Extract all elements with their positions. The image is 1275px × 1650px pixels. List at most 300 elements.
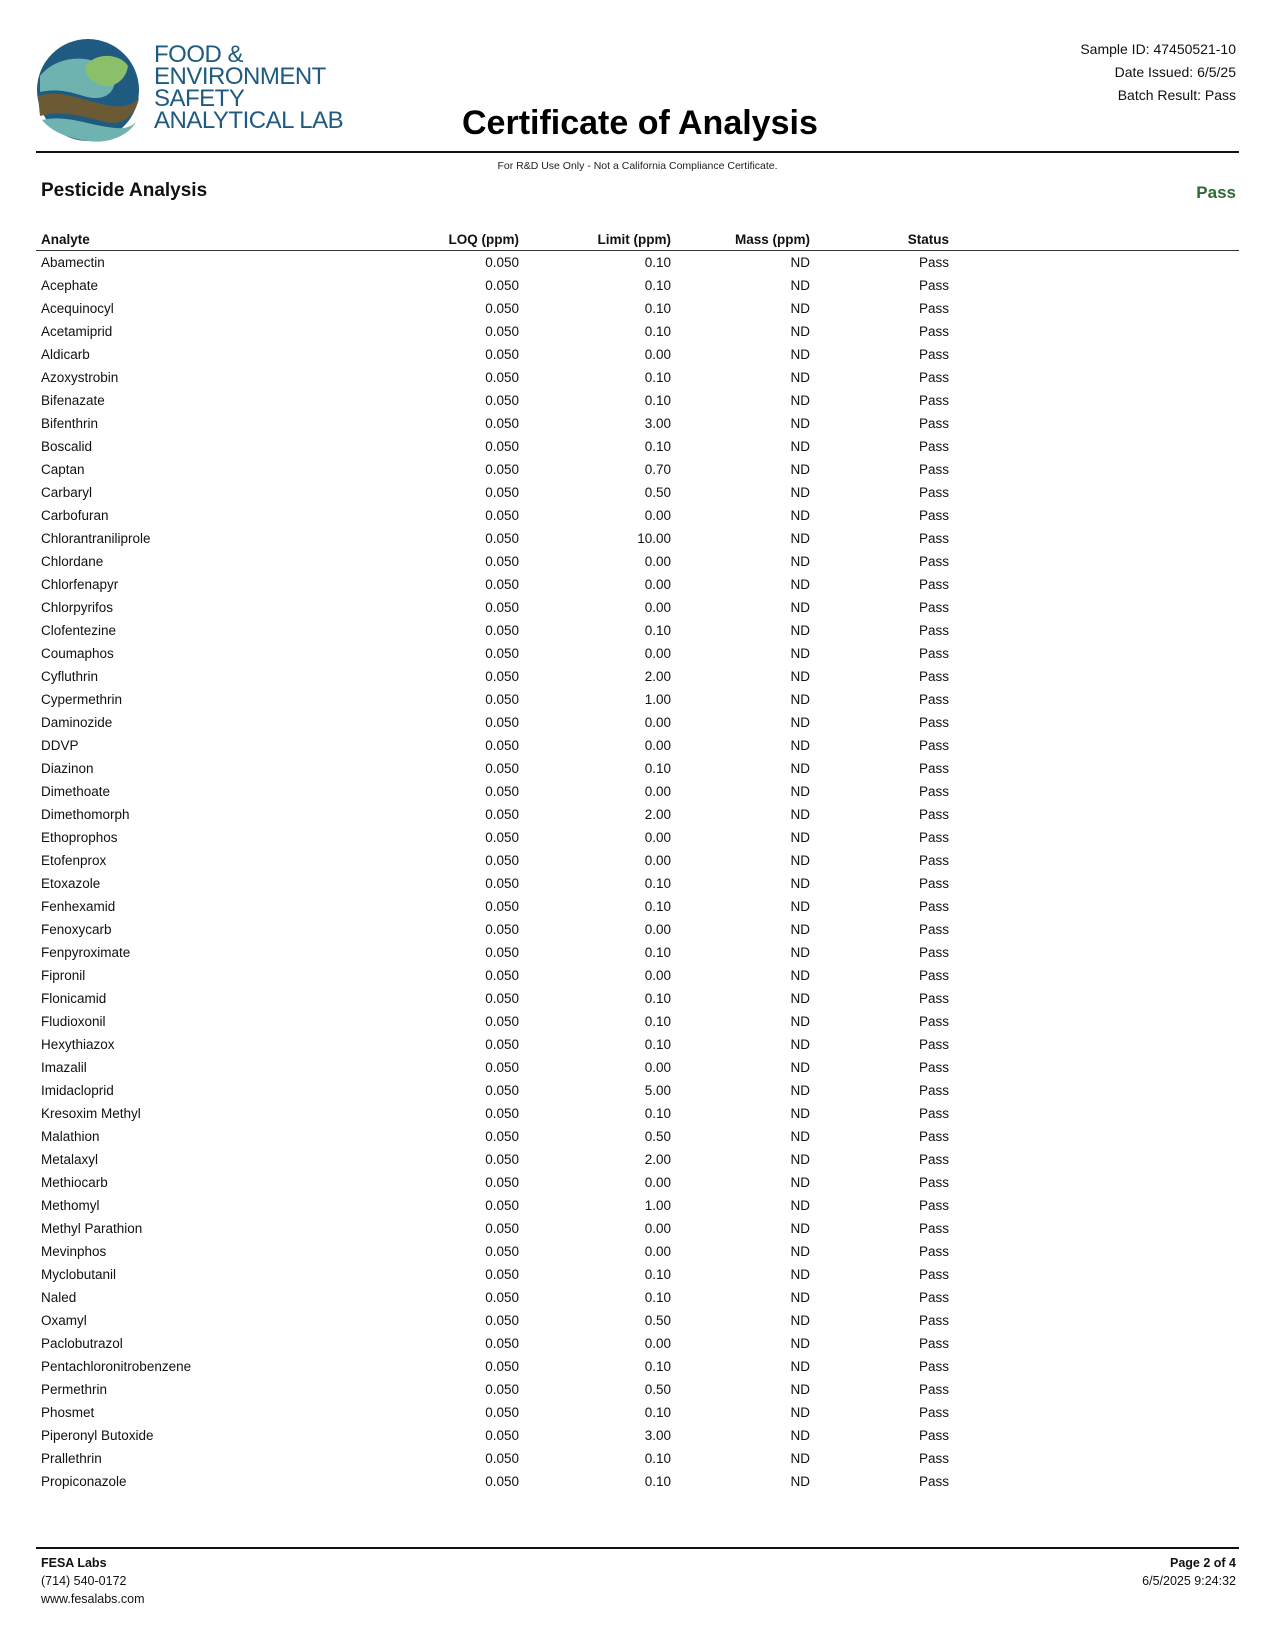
status-cell: Pass xyxy=(918,301,949,316)
status-cell: Pass xyxy=(918,1014,949,1029)
table-row xyxy=(0,1424,1275,1447)
loq-cell: 0.050 xyxy=(485,1106,519,1121)
table-row xyxy=(0,780,1275,803)
table-row xyxy=(0,573,1275,596)
loq-cell: 0.050 xyxy=(485,324,519,339)
loq-cell: 0.050 xyxy=(485,968,519,983)
limit-cell: 2.00 xyxy=(644,807,671,822)
table-row xyxy=(0,1125,1275,1148)
status-cell: Pass xyxy=(918,646,949,661)
analyte-cell: Piperonyl Butoxide xyxy=(41,1428,154,1443)
mass-cell: ND xyxy=(790,1014,810,1029)
batch-result: Batch Result: Pass xyxy=(1117,87,1236,103)
loq-cell: 0.050 xyxy=(485,922,519,937)
limit-cell: 0.10 xyxy=(644,255,671,270)
analyte-cell: Prallethrin xyxy=(41,1451,102,1466)
analyte-cell: Propiconazole xyxy=(41,1474,127,1489)
analyte-cell: Boscalid xyxy=(41,439,93,454)
loq-cell: 0.050 xyxy=(485,347,519,362)
limit-cell: 0.00 xyxy=(644,347,671,362)
analyte-cell: Mevinphos xyxy=(41,1244,107,1259)
pesticide-table xyxy=(0,251,1275,1493)
analyte-cell: Phosmet xyxy=(41,1405,95,1420)
loq-cell: 0.050 xyxy=(485,1290,519,1305)
limit-cell: 0.70 xyxy=(644,462,671,477)
analyte-cell: Etofenprox xyxy=(41,853,107,868)
limit-cell: 0.00 xyxy=(644,738,671,753)
mass-cell: ND xyxy=(790,738,810,753)
loq-cell: 0.050 xyxy=(485,255,519,270)
loq-cell: 0.050 xyxy=(485,807,519,822)
mass-cell: ND xyxy=(790,853,810,868)
status-cell: Pass xyxy=(918,692,949,707)
mass-cell: ND xyxy=(790,784,810,799)
mass-cell: ND xyxy=(790,945,810,960)
table-row xyxy=(0,1056,1275,1079)
mass-cell: ND xyxy=(790,1221,810,1236)
mass-cell: ND xyxy=(790,577,810,592)
limit-cell: 0.00 xyxy=(644,1060,671,1075)
column-header-status: Status xyxy=(907,232,949,247)
limit-cell: 0.10 xyxy=(644,301,671,316)
table-row xyxy=(0,1263,1275,1286)
analyte-cell: Imazalil xyxy=(41,1060,87,1075)
table-row xyxy=(0,1194,1275,1217)
loq-cell: 0.050 xyxy=(485,899,519,914)
mass-cell: ND xyxy=(790,761,810,776)
table-row xyxy=(0,803,1275,826)
loq-cell: 0.050 xyxy=(485,669,519,684)
analyte-cell: Myclobutanil xyxy=(41,1267,117,1282)
mass-cell: ND xyxy=(790,531,810,546)
mass-cell: ND xyxy=(790,1474,810,1489)
analyte-cell: Metalaxyl xyxy=(41,1152,99,1167)
column-header-mass: Mass (ppm) xyxy=(734,232,810,247)
table-row xyxy=(0,619,1275,642)
limit-cell: 3.00 xyxy=(644,416,671,431)
analyte-cell: Bifenthrin xyxy=(41,416,99,431)
analyte-cell: Fipronil xyxy=(41,968,86,983)
limit-cell: 0.00 xyxy=(644,784,671,799)
loq-cell: 0.050 xyxy=(485,1267,519,1282)
analyte-cell: Carbaryl xyxy=(41,485,93,500)
mass-cell: ND xyxy=(790,1359,810,1374)
mass-cell: ND xyxy=(790,370,810,385)
loq-cell: 0.050 xyxy=(485,600,519,615)
table-row xyxy=(0,1470,1275,1493)
column-header-limit: Limit (ppm) xyxy=(597,232,671,247)
table-row xyxy=(0,1079,1275,1102)
loq-cell: 0.050 xyxy=(485,1359,519,1374)
status-cell: Pass xyxy=(918,899,949,914)
status-cell: Pass xyxy=(918,1175,949,1190)
loq-cell: 0.050 xyxy=(485,991,519,1006)
table-row xyxy=(0,895,1275,918)
analyte-cell: Chlorpyrifos xyxy=(41,600,114,615)
mass-cell: ND xyxy=(790,255,810,270)
status-cell: Pass xyxy=(918,1359,949,1374)
analyte-cell: Cypermethrin xyxy=(41,692,123,707)
limit-cell: 10.00 xyxy=(637,531,671,546)
loq-cell: 0.050 xyxy=(485,1175,519,1190)
limit-cell: 0.10 xyxy=(644,1474,671,1489)
mass-cell: ND xyxy=(790,991,810,1006)
table-row xyxy=(0,1286,1275,1309)
table-row xyxy=(0,642,1275,665)
section-status-badge: Pass xyxy=(1196,183,1236,202)
table-row xyxy=(0,1010,1275,1033)
limit-cell: 0.10 xyxy=(644,1359,671,1374)
analyte-cell: Permethrin xyxy=(41,1382,108,1397)
analyte-cell: Naled xyxy=(41,1290,77,1305)
table-row xyxy=(0,665,1275,688)
status-cell: Pass xyxy=(918,1451,949,1466)
status-cell: Pass xyxy=(918,1244,949,1259)
analyte-cell: Pentachloronitrobenzene xyxy=(41,1359,192,1374)
analyte-cell: Imidacloprid xyxy=(41,1083,114,1098)
status-cell: Pass xyxy=(918,991,949,1006)
mass-cell: ND xyxy=(790,554,810,569)
mass-cell: ND xyxy=(790,485,810,500)
table-row xyxy=(0,964,1275,987)
loq-cell: 0.050 xyxy=(485,945,519,960)
table-row xyxy=(0,1378,1275,1401)
mass-cell: ND xyxy=(790,968,810,983)
mass-cell: ND xyxy=(790,1451,810,1466)
mass-cell: ND xyxy=(790,646,810,661)
status-cell: Pass xyxy=(918,761,949,776)
mass-cell: ND xyxy=(790,692,810,707)
table-row xyxy=(0,1033,1275,1056)
limit-cell: 0.10 xyxy=(644,945,671,960)
table-row xyxy=(0,1309,1275,1332)
limit-cell: 0.50 xyxy=(644,1313,671,1328)
loq-cell: 0.050 xyxy=(485,577,519,592)
mass-cell: ND xyxy=(790,1313,810,1328)
status-cell: Pass xyxy=(918,715,949,730)
status-cell: Pass xyxy=(918,669,949,684)
analyte-cell: Clofentezine xyxy=(41,623,117,638)
loq-cell: 0.050 xyxy=(485,784,519,799)
status-cell: Pass xyxy=(918,1221,949,1236)
table-row xyxy=(0,941,1275,964)
analyte-cell: Methomyl xyxy=(41,1198,100,1213)
status-cell: Pass xyxy=(918,830,949,845)
table-row xyxy=(0,849,1275,872)
limit-cell: 0.00 xyxy=(644,577,671,592)
table-row xyxy=(0,435,1275,458)
limit-cell: 0.00 xyxy=(644,646,671,661)
limit-cell: 1.00 xyxy=(644,692,671,707)
analyte-cell: Chlorantraniliprole xyxy=(41,531,151,546)
table-row xyxy=(0,1148,1275,1171)
date-issued: Date Issued: 6/5/25 xyxy=(1114,64,1236,80)
analyte-cell: Methyl Parathion xyxy=(41,1221,143,1236)
status-cell: Pass xyxy=(918,1405,949,1420)
analyte-cell: Carbofuran xyxy=(41,508,109,523)
limit-cell: 0.10 xyxy=(644,1106,671,1121)
status-cell: Pass xyxy=(918,577,949,592)
loq-cell: 0.050 xyxy=(485,876,519,891)
analyte-cell: Flonicamid xyxy=(41,991,107,1006)
limit-cell: 0.10 xyxy=(644,1037,671,1052)
limit-cell: 0.00 xyxy=(644,554,671,569)
limit-cell: 0.10 xyxy=(644,1014,671,1029)
analyte-cell: Coumaphos xyxy=(41,646,114,661)
table-row xyxy=(0,343,1275,366)
loq-cell: 0.050 xyxy=(485,761,519,776)
table-row xyxy=(0,1447,1275,1470)
status-cell: Pass xyxy=(918,807,949,822)
limit-cell: 0.50 xyxy=(644,1382,671,1397)
analyte-cell: Fenhexamid xyxy=(41,899,116,914)
mass-cell: ND xyxy=(790,1060,810,1075)
status-cell: Pass xyxy=(918,1267,949,1282)
table-row xyxy=(0,458,1275,481)
loq-cell: 0.050 xyxy=(485,1405,519,1420)
limit-cell: 0.00 xyxy=(644,968,671,983)
status-cell: Pass xyxy=(918,1290,949,1305)
loq-cell: 0.050 xyxy=(485,1198,519,1213)
status-cell: Pass xyxy=(918,485,949,500)
analyte-cell: Diazinon xyxy=(41,761,94,776)
table-row xyxy=(0,918,1275,941)
header-divider xyxy=(36,151,1239,153)
analyte-cell: Malathion xyxy=(41,1129,100,1144)
loq-cell: 0.050 xyxy=(485,301,519,316)
limit-cell: 5.00 xyxy=(644,1083,671,1098)
mass-cell: ND xyxy=(790,347,810,362)
table-row xyxy=(0,734,1275,757)
table-row xyxy=(0,389,1275,412)
limit-cell: 0.00 xyxy=(644,830,671,845)
loq-cell: 0.050 xyxy=(485,1382,519,1397)
mass-cell: ND xyxy=(790,393,810,408)
mass-cell: ND xyxy=(790,623,810,638)
limit-cell: 0.10 xyxy=(644,876,671,891)
mass-cell: ND xyxy=(790,1175,810,1190)
mass-cell: ND xyxy=(790,1428,810,1443)
limit-cell: 0.10 xyxy=(644,899,671,914)
status-cell: Pass xyxy=(918,876,949,891)
table-row xyxy=(0,550,1275,573)
status-cell: Pass xyxy=(918,1336,949,1351)
footer-contact xyxy=(41,1554,145,1608)
table-row xyxy=(0,1171,1275,1194)
limit-cell: 0.10 xyxy=(644,439,671,454)
section-title: Pesticide Analysis xyxy=(41,180,208,201)
mass-cell: ND xyxy=(790,1244,810,1259)
lab-logo xyxy=(36,36,346,146)
status-cell: Pass xyxy=(918,784,949,799)
loq-cell: 0.050 xyxy=(485,646,519,661)
limit-cell: 0.00 xyxy=(644,1175,671,1190)
analyte-cell: Aldicarb xyxy=(41,347,90,362)
limit-cell: 0.00 xyxy=(644,1244,671,1259)
status-cell: Pass xyxy=(918,531,949,546)
logo-line: ENVIRONMENT xyxy=(154,63,326,90)
status-cell: Pass xyxy=(918,600,949,615)
status-cell: Pass xyxy=(918,462,949,477)
document-title: Certificate of Analysis xyxy=(462,104,818,142)
status-cell: Pass xyxy=(918,347,949,362)
analyte-cell: Dimethomorph xyxy=(41,807,130,822)
logo-line: SAFETY xyxy=(154,85,245,112)
analyte-cell: Etoxazole xyxy=(41,876,101,891)
analyte-cell: Cyfluthrin xyxy=(41,669,99,684)
status-cell: Pass xyxy=(918,278,949,293)
analyte-cell: Fenoxycarb xyxy=(41,922,112,937)
loq-cell: 0.050 xyxy=(485,1152,519,1167)
analyte-cell: Azoxystrobin xyxy=(41,370,119,385)
limit-cell: 0.10 xyxy=(644,1451,671,1466)
table-row xyxy=(0,251,1275,274)
mass-cell: ND xyxy=(790,1037,810,1052)
mass-cell: ND xyxy=(790,324,810,339)
limit-cell: 0.00 xyxy=(644,508,671,523)
status-cell: Pass xyxy=(918,439,949,454)
mass-cell: ND xyxy=(790,1290,810,1305)
analyte-cell: Daminozide xyxy=(41,715,113,730)
loq-cell: 0.050 xyxy=(485,508,519,523)
limit-cell: 0.00 xyxy=(644,1336,671,1351)
limit-cell: 2.00 xyxy=(644,669,671,684)
limit-cell: 0.10 xyxy=(644,324,671,339)
status-cell: Pass xyxy=(918,738,949,753)
limit-cell: 0.50 xyxy=(644,1129,671,1144)
analyte-cell: Captan xyxy=(41,462,85,477)
limit-cell: 0.10 xyxy=(644,623,671,638)
analyte-cell: Acetamiprid xyxy=(41,324,113,339)
table-row xyxy=(0,527,1275,550)
limit-cell: 0.10 xyxy=(644,991,671,1006)
table-row xyxy=(0,826,1275,849)
mass-cell: ND xyxy=(790,899,810,914)
status-cell: Pass xyxy=(918,370,949,385)
status-cell: Pass xyxy=(918,623,949,638)
column-header-loq: LOQ (ppm) xyxy=(448,232,519,247)
analyte-cell: Methiocarb xyxy=(41,1175,108,1190)
analyte-cell: Bifenazate xyxy=(41,393,105,408)
limit-cell: 0.00 xyxy=(644,600,671,615)
analyte-cell: Acephate xyxy=(41,278,99,293)
loq-cell: 0.050 xyxy=(485,370,519,385)
table-row xyxy=(0,1355,1275,1378)
limit-cell: 0.10 xyxy=(644,393,671,408)
mass-cell: ND xyxy=(790,669,810,684)
table-row xyxy=(0,274,1275,297)
limit-cell: 0.00 xyxy=(644,1221,671,1236)
footer-website: www.fesalabs.com xyxy=(41,1592,145,1606)
status-cell: Pass xyxy=(918,945,949,960)
status-cell: Pass xyxy=(918,1106,949,1121)
table-row xyxy=(0,596,1275,619)
loq-cell: 0.050 xyxy=(485,1244,519,1259)
loq-cell: 0.050 xyxy=(485,1474,519,1489)
table-row xyxy=(0,688,1275,711)
sample-id: Sample ID: 47450521-10 xyxy=(1080,41,1236,57)
loq-cell: 0.050 xyxy=(485,1014,519,1029)
sample-meta xyxy=(1080,38,1236,107)
limit-cell: 0.10 xyxy=(644,370,671,385)
loq-cell: 0.050 xyxy=(485,1060,519,1075)
mass-cell: ND xyxy=(790,462,810,477)
table-row xyxy=(0,872,1275,895)
loq-cell: 0.050 xyxy=(485,1129,519,1144)
limit-cell: 0.10 xyxy=(644,278,671,293)
loq-cell: 0.050 xyxy=(485,439,519,454)
status-cell: Pass xyxy=(918,968,949,983)
table-row xyxy=(0,1217,1275,1240)
loq-cell: 0.050 xyxy=(485,1037,519,1052)
limit-cell: 0.00 xyxy=(644,715,671,730)
status-cell: Pass xyxy=(918,393,949,408)
loq-cell: 0.050 xyxy=(485,278,519,293)
mass-cell: ND xyxy=(790,416,810,431)
analyte-cell: Fludioxonil xyxy=(41,1014,106,1029)
table-row xyxy=(0,1401,1275,1424)
status-cell: Pass xyxy=(918,1152,949,1167)
mass-cell: ND xyxy=(790,830,810,845)
limit-cell: 0.10 xyxy=(644,1290,671,1305)
loq-cell: 0.050 xyxy=(485,1313,519,1328)
table-row xyxy=(0,757,1275,780)
loq-cell: 0.050 xyxy=(485,830,519,845)
limit-cell: 0.10 xyxy=(644,1267,671,1282)
loq-cell: 0.050 xyxy=(485,531,519,546)
logo-line: FOOD & xyxy=(154,41,244,68)
loq-cell: 0.050 xyxy=(485,462,519,477)
mass-cell: ND xyxy=(790,876,810,891)
mass-cell: ND xyxy=(790,1083,810,1098)
loq-cell: 0.050 xyxy=(485,1428,519,1443)
table-row xyxy=(0,297,1275,320)
loq-cell: 0.050 xyxy=(485,853,519,868)
table-row xyxy=(0,711,1275,734)
status-cell: Pass xyxy=(918,554,949,569)
analyte-cell: Kresoxim Methyl xyxy=(41,1106,141,1121)
mass-cell: ND xyxy=(790,922,810,937)
limit-cell: 0.50 xyxy=(644,485,671,500)
analyte-cell: Abamectin xyxy=(41,255,105,270)
limit-cell: 0.10 xyxy=(644,1405,671,1420)
status-cell: Pass xyxy=(918,1129,949,1144)
limit-cell: 0.00 xyxy=(644,922,671,937)
analyte-cell: Fenpyroximate xyxy=(41,945,131,960)
mass-cell: ND xyxy=(790,508,810,523)
lab-logo-text xyxy=(154,41,344,134)
status-cell: Pass xyxy=(918,1060,949,1075)
mass-cell: ND xyxy=(790,1129,810,1144)
loq-cell: 0.050 xyxy=(485,738,519,753)
loq-cell: 0.050 xyxy=(485,416,519,431)
limit-cell: 2.00 xyxy=(644,1152,671,1167)
analyte-cell: Dimethoate xyxy=(41,784,111,799)
footer-page-info xyxy=(1142,1554,1236,1590)
table-row xyxy=(0,1102,1275,1125)
table-row xyxy=(0,1332,1275,1355)
analyte-cell: Chlordane xyxy=(41,554,104,569)
limit-cell: 0.10 xyxy=(644,761,671,776)
table-row xyxy=(0,504,1275,527)
status-cell: Pass xyxy=(918,1083,949,1098)
analyte-cell: Chlorfenapyr xyxy=(41,577,119,592)
loq-cell: 0.050 xyxy=(485,692,519,707)
loq-cell: 0.050 xyxy=(485,1221,519,1236)
analyte-cell: Hexythiazox xyxy=(41,1037,115,1052)
loq-cell: 0.050 xyxy=(485,1451,519,1466)
analyte-cell: DDVP xyxy=(41,738,79,753)
